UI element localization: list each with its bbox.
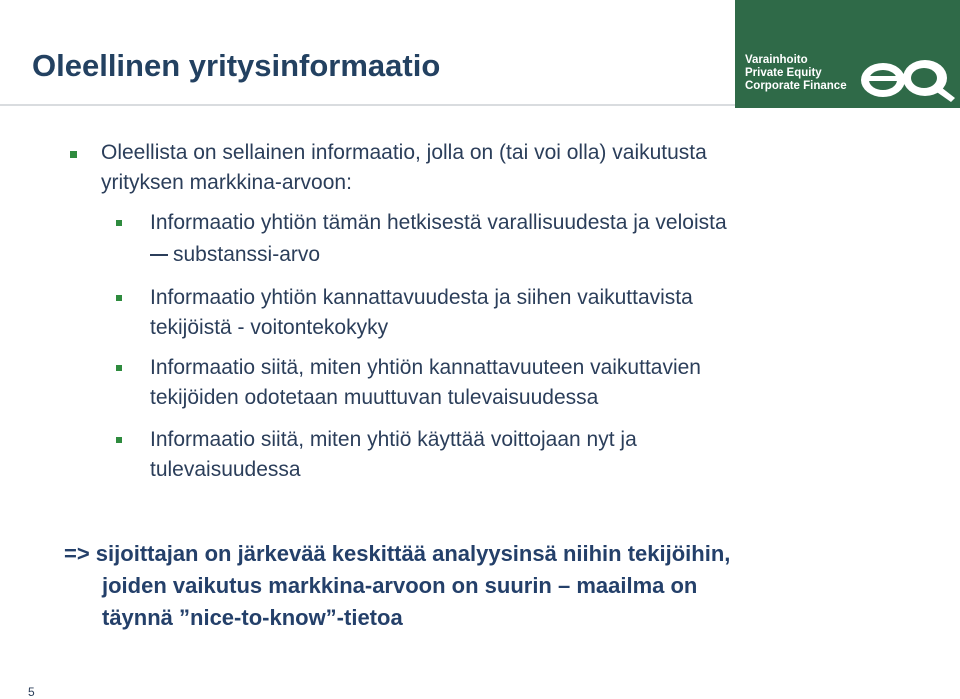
sub-bullet-text <box>150 353 701 413</box>
conclusion-line-1: => sijoittajan on järkevää keskittää analyysinsä niihin tekijöihin, <box>64 541 731 566</box>
sub-bullet-marker <box>116 437 122 443</box>
sub-bullet-line-1: Informaatio siitä, miten yhtiö käyttää voittojaan nyt ja <box>150 428 637 451</box>
sub-bullet-line-1: Informaatio yhtiön tämän hetkisestä varallisuudesta ja veloista <box>150 211 727 234</box>
logo-line-3: Corporate Finance <box>745 80 847 92</box>
conclusion-line-3: täynnä ”nice-to-know”-tietoa <box>102 605 403 630</box>
conclusion-line-2: joiden vaikutus markkina-arvoon on suurin – maailma on <box>102 573 698 598</box>
conclusion-text <box>64 538 730 634</box>
sub-bullet-marker <box>116 295 122 301</box>
logo-line-1: Varainhoito <box>745 54 808 66</box>
company-logo <box>735 0 960 108</box>
main-bullet-text <box>101 138 707 198</box>
slide-header <box>0 0 960 108</box>
sub-bullet-line-1: Informaatio yhtiön kannattavuudesta ja siihen vaikuttavista <box>150 286 693 309</box>
sub-bullet-line-2: substanssi-arvo <box>173 243 321 266</box>
sub-bullet-text <box>150 208 727 238</box>
header-divider <box>0 104 735 106</box>
slide-title: Oleellinen yritysinformaatio <box>32 48 441 83</box>
sub-bullet-line-1: Informaatio siitä, miten yhtiön kannattavuuteen vaikuttavien <box>150 356 701 379</box>
eq-logo-mark-icon <box>853 50 959 106</box>
page-number: 5 <box>28 685 35 699</box>
sub-bullet-text <box>150 425 637 485</box>
dash-marker <box>150 254 168 256</box>
sub-bullet-marker <box>116 220 122 226</box>
main-bullet-marker <box>70 151 77 158</box>
main-bullet-line-1: Oleellista on sellainen informaatio, jolla on (tai voi olla) vaikutusta <box>101 141 707 164</box>
main-bullet-line-2: yrityksen markkina-arvoon: <box>101 171 352 194</box>
sub-bullet-line-2: tekijöistä - voitontekokyky <box>150 316 389 339</box>
sub-bullet-line-2: tekijöiden odotetaan muuttuvan tulevaisuudessa <box>150 386 599 409</box>
logo-text <box>745 54 847 93</box>
sub-bullet-text <box>150 283 693 343</box>
sub-bullet-line-2: tulevaisuudessa <box>150 458 301 481</box>
sub-bullet-continuation <box>173 240 320 270</box>
sub-bullet-marker <box>116 365 122 371</box>
logo-line-2: Private Equity <box>745 67 822 79</box>
